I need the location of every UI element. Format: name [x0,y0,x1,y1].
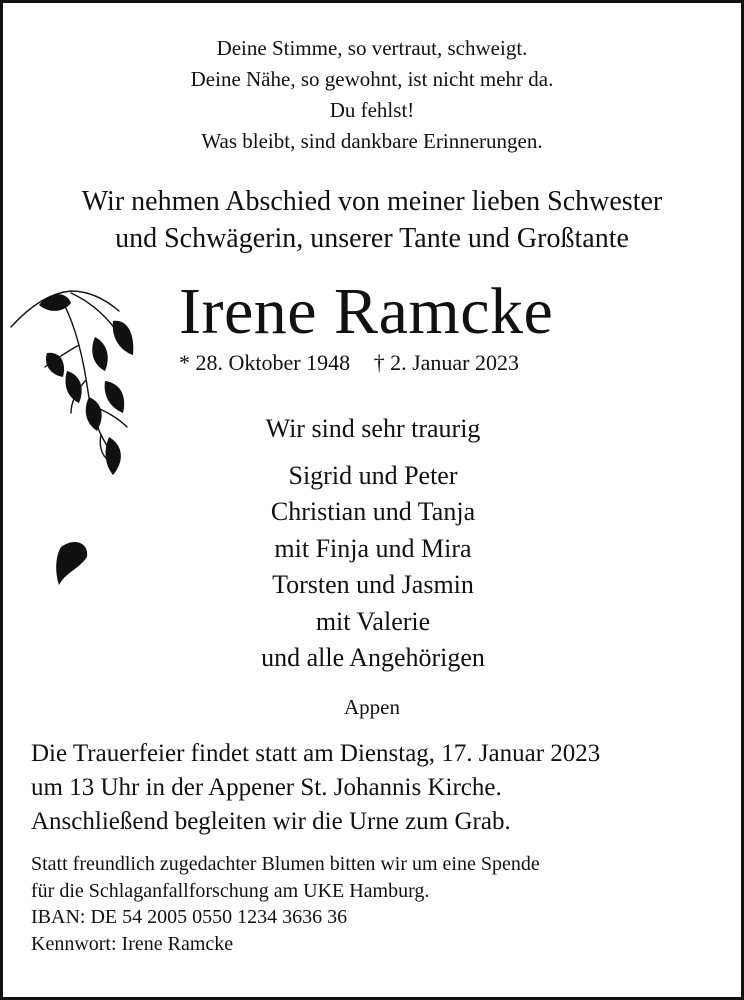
donation-info [31,851,540,957]
intro-line: Wir nehmen Abschied von meiner lieben Schwester [81,186,663,217]
funeral-service-info [31,737,600,839]
mourner-entry: mit Valerie [315,606,431,636]
donation-line: Statt freundlich zugedachter Blumen bitten wir um eine Spende [31,853,540,875]
birch-branch-icon [9,285,139,595]
donation-line: für die Schlaganfallforschung am UKE Hamburg. [31,879,430,902]
death-date: † 2. Januar 2023 [373,350,520,375]
memorial-poem [3,33,741,157]
mourner-entry: Torsten und Jasmin [272,570,474,599]
mourner-entry: Christian und Tanja [270,497,476,526]
service-line: um 13 Uhr in der Appener St. Johannis Kirche. [31,774,502,801]
deceased-name: Irene Ramcke [179,275,554,348]
mourners-lead: Wir sind sehr traurig [265,414,481,443]
intro-line: und Schwägerin, unserer Tante und Großtante [115,223,629,254]
reference-line: Kennwort: Irene Ramcke [31,932,234,955]
service-line: Anschließend begleiten wir die Urne zum Grab. [31,808,511,835]
poem-line: Deine Nähe, so gewohnt, ist nicht mehr da. [190,67,554,91]
mourner-entry: Sigrid und Peter [288,460,458,490]
poem-line: Deine Stimme, so vertraut, schweigt. [216,36,528,60]
farewell-intro [3,183,741,257]
mourners-list [193,411,553,677]
life-dates [179,348,519,378]
place-name: Appen [344,695,400,719]
mourner-entry: und alle Angehörigen [261,643,485,672]
poem-line: Was bleibt, sind dankbare Erinnerungen. [201,129,543,153]
poem-line: Du fehlst! [329,98,415,122]
mourner-entry: mit Finja und Mira [274,533,472,563]
service-line: Die Trauerfeier findet statt am Dienstag, 17. Januar 2023 [31,740,601,767]
birth-date: * 28. Oktober 1948 [179,350,351,375]
iban-line: IBAN: DE 54 2005 0550 1234 3636 36 [31,906,348,928]
